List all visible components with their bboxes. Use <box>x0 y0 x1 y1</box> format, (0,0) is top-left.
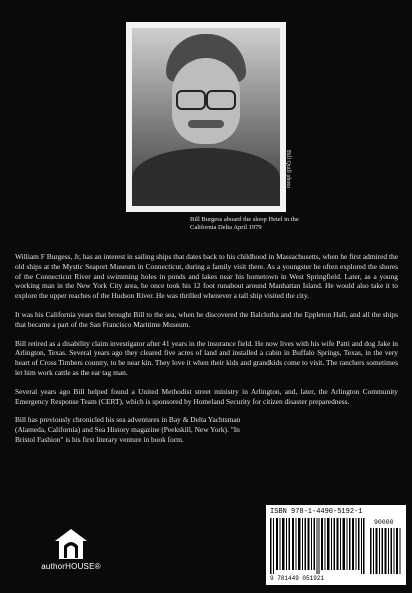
bio-paragraph-1: William F Burgess, Jr, has an interest in sailing ships that dates back to his childhood in Massachusetts, when he first admired the old ships at the Mystic Seaport Museum in Connecticut, during a family visit there. As a youngster he often explored the shores of the Connecticut River and swimming holes in ponds and lakes near his hometown in West Springfield. Later, as a young working man in the New York City area, he once took his 12 foot runabout around Manhattan Island. He would also take it to explore the upper reaches of the Hudson River. He was thrilled whenever a tall ship visited the city. <box>15 252 398 301</box>
bio-paragraph-3: Bill retired as a disability claim investigator after 41 years in the insurance field. He now lives with his wife Patti and dog Jake in Arlington, Texas. Several years ago they cleared five acres of land and installed a cabin in Buffalo Springs, Texas, in the very heart of Cross Timbers country, to be near kin. They love it when their kids and grandkids come to visit. The ranchers sometimes let him work cattle as the ear tag man. <box>15 338 398 377</box>
photo-caption: Bill Burgess aboard the sloop Hetel in the California Delta April 1979 <box>190 216 299 231</box>
bio-paragraph-2: It was his California years that brought Bill to the sea, when he discovered the Balclutha and the Eppleton Hall, and all the ships that became a part of the San Francisco Maritime Museum. <box>15 309 398 329</box>
bio-paragraph-5: Bill has previously chronicled his sea adventures in Bay & Delta Yachtsman (Alameda, California) and Sea History magazine (Peekskill, New York). "In Bristol Fashion" is his first literary venture in book form. <box>15 415 241 444</box>
author-photo-frame <box>126 22 286 212</box>
bio-paragraph-4: Several years ago Bill helped found a United Methodist street ministry in Arlington, and, later, the Arlington Community Emergency Response Team (CERT), which is sponsored by Homeland Security for citizen disaster preparedness. <box>15 386 398 406</box>
publisher-name: authorHOUSE® <box>41 562 101 571</box>
isbn-text: ISBN 978-1-4490-5192-1 <box>270 508 363 516</box>
isbn-barcode <box>266 505 406 585</box>
author-bio <box>15 252 398 454</box>
author-photo <box>132 28 280 206</box>
authorhouse-logo-icon <box>54 528 88 560</box>
photo-credit: Bill Quill photo <box>285 150 291 189</box>
barcode-bars <box>270 518 402 574</box>
publisher-logo <box>36 528 106 571</box>
price-addon-text: 90000 <box>374 519 394 526</box>
ean-text: 9 781449 051921 <box>270 575 325 582</box>
